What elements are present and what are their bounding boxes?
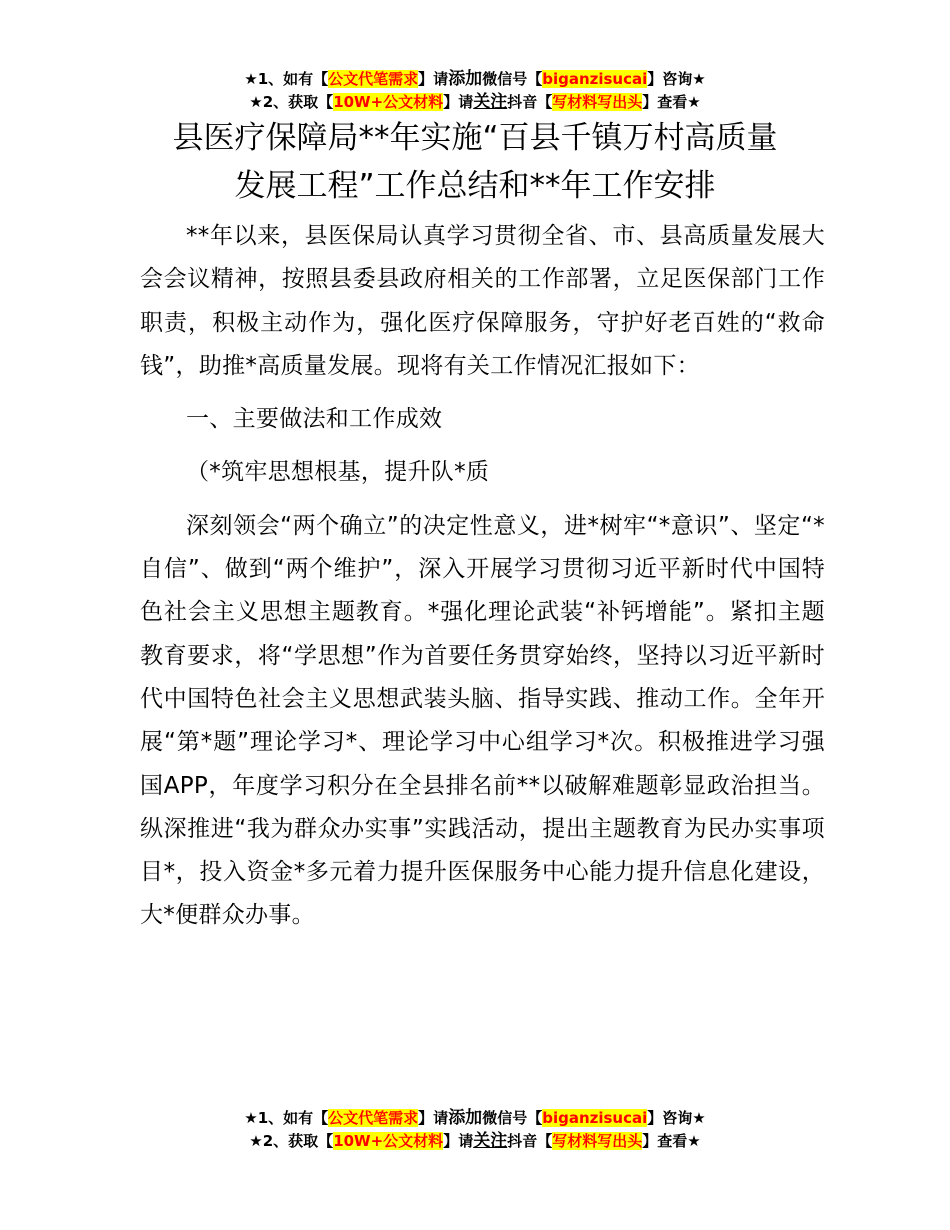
notice-text: 】查看★: [642, 93, 701, 111]
notice-text: ★2、获取【: [249, 1132, 334, 1150]
notice-highlight: 公文代笔需求: [328, 1109, 419, 1127]
subsection-heading: （*筑牢思想根基，提升队*质: [186, 459, 490, 486]
notice-text: 】请: [443, 1132, 474, 1150]
notice-emphasis: 添加: [448, 69, 483, 89]
notice-highlight: 写材料写出头: [552, 93, 643, 111]
notice-text: 】请: [418, 70, 449, 88]
notice-text: 抖音【: [507, 93, 553, 111]
notice-text: ★1、如有【: [244, 1109, 329, 1127]
notice-text: 】咨询★: [647, 70, 706, 88]
notice-highlight: 10W+公文材料: [333, 1132, 444, 1150]
notice-text: ★2、获取【: [249, 93, 334, 111]
notice-emphasis: 关注: [473, 92, 508, 112]
notice-text: 微信号【: [482, 1109, 543, 1127]
notice-highlight: 写材料写出头: [552, 1132, 643, 1150]
notice-text: 】咨询★: [647, 1109, 706, 1127]
document-title: [0, 114, 950, 210]
title-line-1: 县医疗保障局**年实施“百县千镇万村高质量: [172, 120, 778, 156]
notice-line-1: [0, 68, 950, 91]
notice-text: 】请: [443, 93, 474, 111]
header-notice: [0, 68, 950, 114]
footer-notice: [0, 1107, 950, 1153]
notice-text: ★1、如有【: [244, 70, 329, 88]
notice-emphasis: 添加: [448, 1108, 483, 1128]
notice-emphasis: 关注: [473, 1131, 508, 1151]
title-line-2: 发展工程”工作总结和**年工作安排: [234, 168, 716, 204]
notice-highlight: 公文代笔需求: [328, 70, 419, 88]
section-heading: 一、主要做法和工作成效: [186, 406, 443, 433]
notice-highlight: biganzisucai: [542, 1109, 648, 1127]
notice-text: 抖音【: [507, 1132, 553, 1150]
notice-highlight: 10W+公文材料: [333, 93, 444, 111]
notice-text: 】请: [418, 1109, 449, 1127]
notice-highlight: biganzisucai: [542, 70, 648, 88]
document-body: [140, 215, 825, 938]
notice-text: 微信号【: [482, 70, 543, 88]
notice-line-2: [0, 1130, 950, 1153]
body-paragraph: 深刻领会“两个确立”的决定性意义，进*树牢“*意识”、坚定“*自信”、做到“两个维护”，深入开展学习贯彻习近平新时代中国特色社会主义思想主题教育。*强化理论武装“补钙增能”。紧扣主题教育要求，将“学思想”作为首要任务贯穿始终，坚持以习近平新时代中国特色社会主义思想武装头脑、指导实践、推动工作。全年开展“第*题”理论学习*、理论学习中心组学习*次。积极推进学习强国APP，年度学习积分在全县排名前**以破解难题彰显政治担当。纵深推进“我为群众办实事”实践活动，提出主题教育为民办实事项目*，投入资金*多元着力提升医保服务中心能力提升信息化建设，大*便群众办事。: [140, 512, 825, 929]
notice-text: 】查看★: [642, 1132, 701, 1150]
intro-paragraph: **年以来，县医保局认真学习贯彻全省、市、县高质量发展大会会议精神，按照县委县政府相关的工作部署，立足医保部门工作职责，积极主动作为，强化医疗保障服务，守护好老百姓的“救命钱”，助推*高质量发展。现将有关工作情况汇报如下：: [140, 223, 825, 379]
notice-line-2: [0, 91, 950, 114]
notice-line-1: [0, 1107, 950, 1130]
